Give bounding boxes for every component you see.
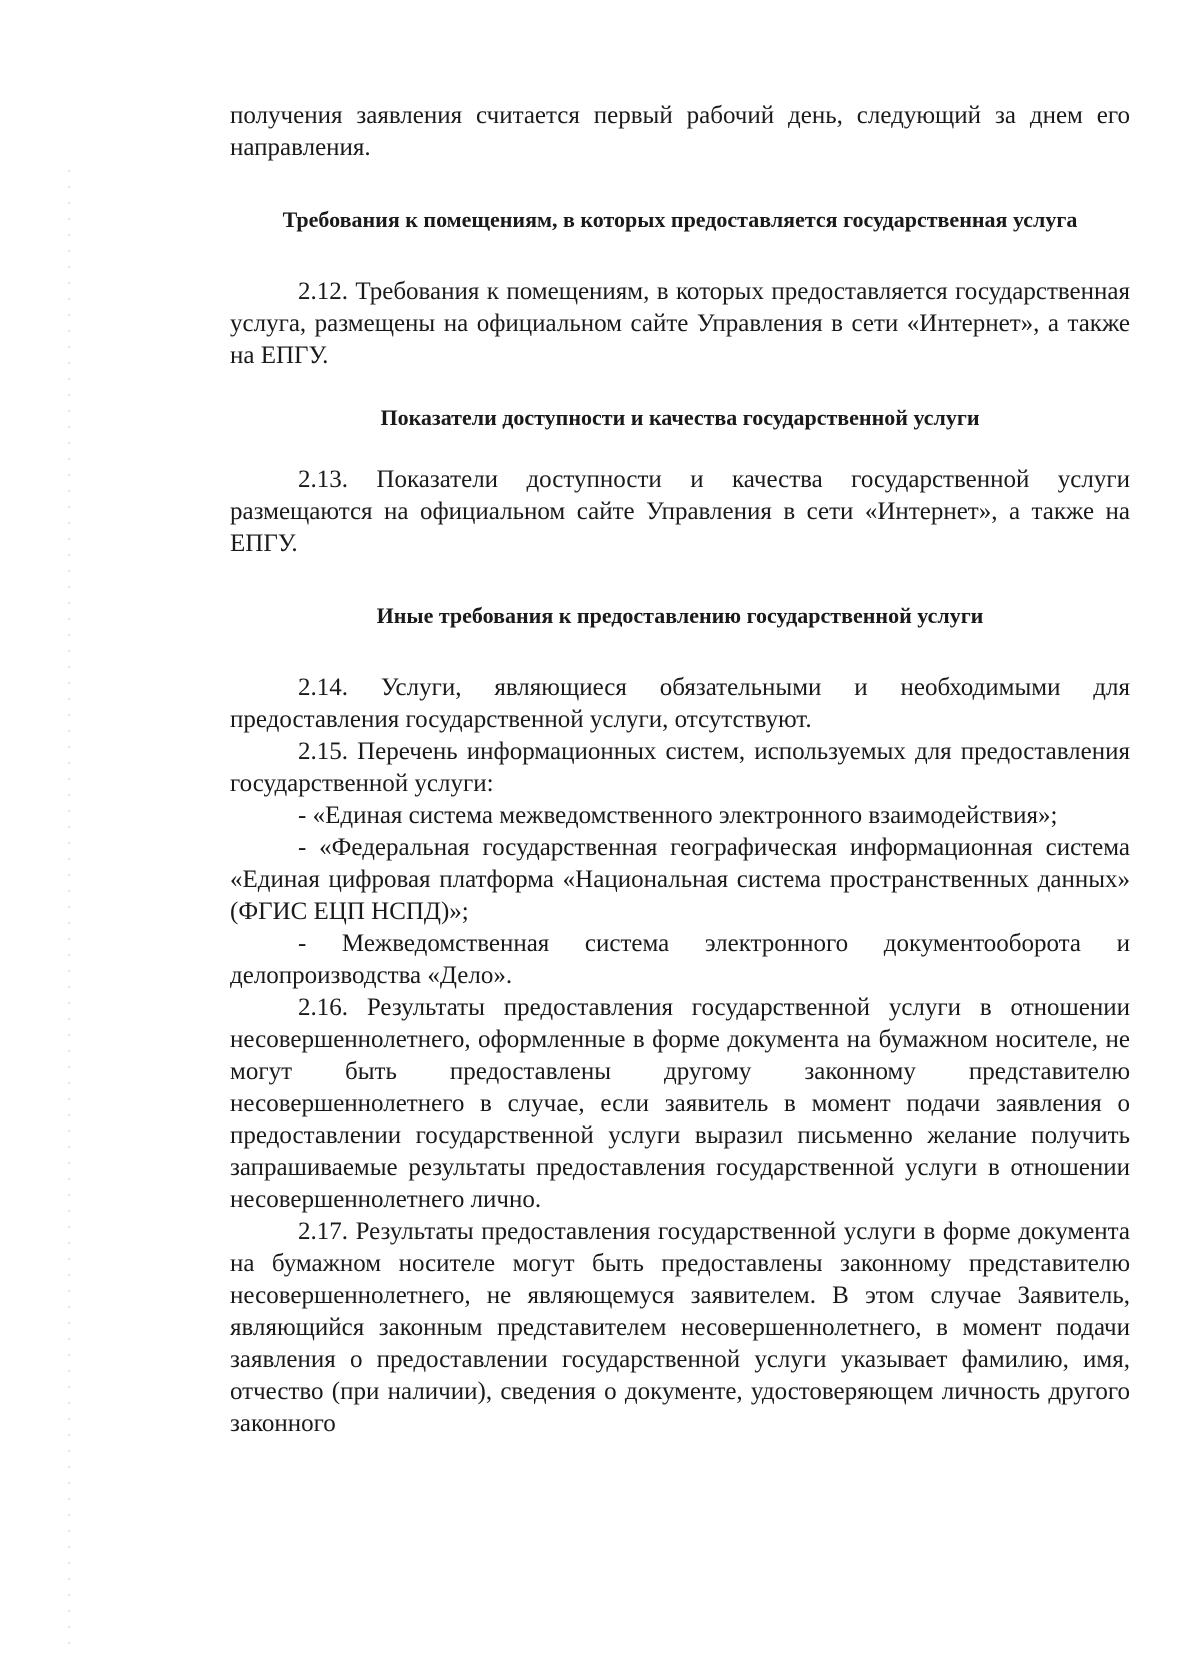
heading-availability-indicators: Показатели доступности и качества государственной услуги xyxy=(380,405,980,430)
paragraph-2-16: 2.16. Результаты предоставления государственной услуги в отношении несовершеннолетнего, оформленные в форме документа на бумажном носителе, не могут быть предоставлены другому законному представителю несовершеннолетнего в случае, если заявитель в момент подачи заявления о предоставлении государственной услуги выразил письменно желание получить запрашиваемые результаты предоставления государственной услуги в отношении несовершеннолетнего лично. xyxy=(230,994,1130,1213)
paragraph-2-14: 2.14. Услуги, являющиеся обязательными и необходимыми для предоставления государственной услуги, отсутствуют. xyxy=(230,674,1130,733)
paragraph-2-13: 2.13. Показатели доступности и качества государственной услуги размещаются на официальном сайте Управления в сети «Интернет», а также на ЕПГУ. xyxy=(230,466,1130,557)
scan-margin-artifact xyxy=(68,170,70,1650)
heading-other-requirements: Иные требования к предоставлению государственной услуги xyxy=(376,603,984,628)
intro-paragraph: получения заявления считается первый рабочий день, следующий за днем его направления. xyxy=(230,102,1130,161)
heading-premises-requirements: Требования к помещениям, в которых предоставляется государственная услуга xyxy=(282,207,1078,232)
list-item: - «Единая система межведомственного электронного взаимодействия»; xyxy=(298,802,1058,829)
paragraph-2-12: 2.12. Требования к помещениям, в которых предоставляется государственная услуга, размещены на официальном сайте Управления в сети «Интернет», а также на ЕПГУ. xyxy=(230,278,1130,369)
document-body xyxy=(230,100,1130,1440)
paragraph-2-17: 2.17. Результаты предоставления государственной услуги в форме документа на бумажном носителе могут быть предоставлены законному представителю несовершеннолетнего, не являющемуся заявителем. В этом случае Заявитель, являющийся законным представителем несовершеннолетнего, в момент подачи заявления о предоставлении государственной услуги указывает фамилию, имя, отчество (при наличии), сведения о документе, удостоверяющем личность другого законного xyxy=(230,1218,1130,1437)
list-item: - Межведомственная система электронного документооборота и делопроизводства «Дело». xyxy=(230,930,1130,989)
paragraph-2-15: 2.15. Перечень информационных систем, используемых для предоставления государственной услуги: xyxy=(230,738,1130,797)
list-item: - «Федеральная государственная географическая информационная система «Единая цифровая платформа «Национальная система пространственных данных» (ФГИС ЕЦП НСПД)»; xyxy=(230,834,1130,925)
